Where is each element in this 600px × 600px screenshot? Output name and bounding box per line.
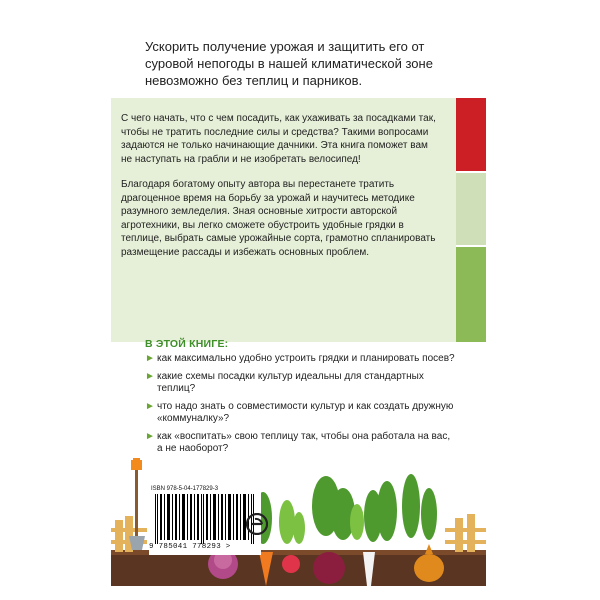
barcode-icon (155, 494, 255, 544)
isbn-label: ISBN 978-5-04-177829-3 (151, 486, 219, 492)
in-book-list (145, 353, 455, 461)
side-stripe-red (456, 98, 486, 171)
list-item: ► что надо знать о совместимости культур и как создать дружную «коммуналку»? (145, 400, 454, 424)
triangle-bullet-icon: ► (145, 353, 155, 364)
description-box (111, 98, 456, 342)
description-paragraph-2: Благодаря богатому опыту автора вы перестанете тратить драгоценное время на борьбу за урожай и научитесь методике разумного земледелия. Зная основные хитрости авторской агротехники, вы легко сможете обустроить удобные грядки в теплице, выбрать самые урожайные сорта, грамотно спланировать размещение рассады и избежать основных проблем. (121, 179, 436, 258)
side-stripe-green (456, 247, 486, 342)
in-book-heading: В ЭТОЙ КНИГЕ: (145, 338, 229, 350)
triangle-bullet-icon: ► (145, 400, 155, 412)
triangle-bullet-icon: ► (145, 430, 155, 442)
side-stripe-pale-green (456, 173, 486, 245)
publisher-logo-icon (246, 513, 268, 535)
list-item: ► какие схемы посадки культур идеальны для стандартных теплиц? (145, 370, 424, 394)
barcode-area (149, 485, 261, 555)
intro-text: Ускорить получение урожая и защитить его от суровой непогоды в нашей климатической зоне невозможно без теплиц и парников. (145, 39, 433, 88)
book-back-cover (111, 16, 486, 586)
list-item: ► как максимально удобно устроить грядки и планировать посев? (145, 353, 455, 364)
barcode-digits: 9 785041 778293 > (149, 543, 231, 551)
description-paragraph-1: С чего начать, что с чем посадить, как ухаживать за посадками так, чтобы не тратить последние силы и средства? Такими вопросами задаются не только начинающие дачники. Эта книга поможет вам не наступать на грабли и не изобретать велосипед! (121, 113, 436, 165)
list-item: ► как «воспитать» свою теплицу так, чтобы она работала на вас, а не наоборот? (145, 430, 451, 454)
description-text (121, 112, 441, 271)
triangle-bullet-icon: ► (145, 370, 155, 382)
